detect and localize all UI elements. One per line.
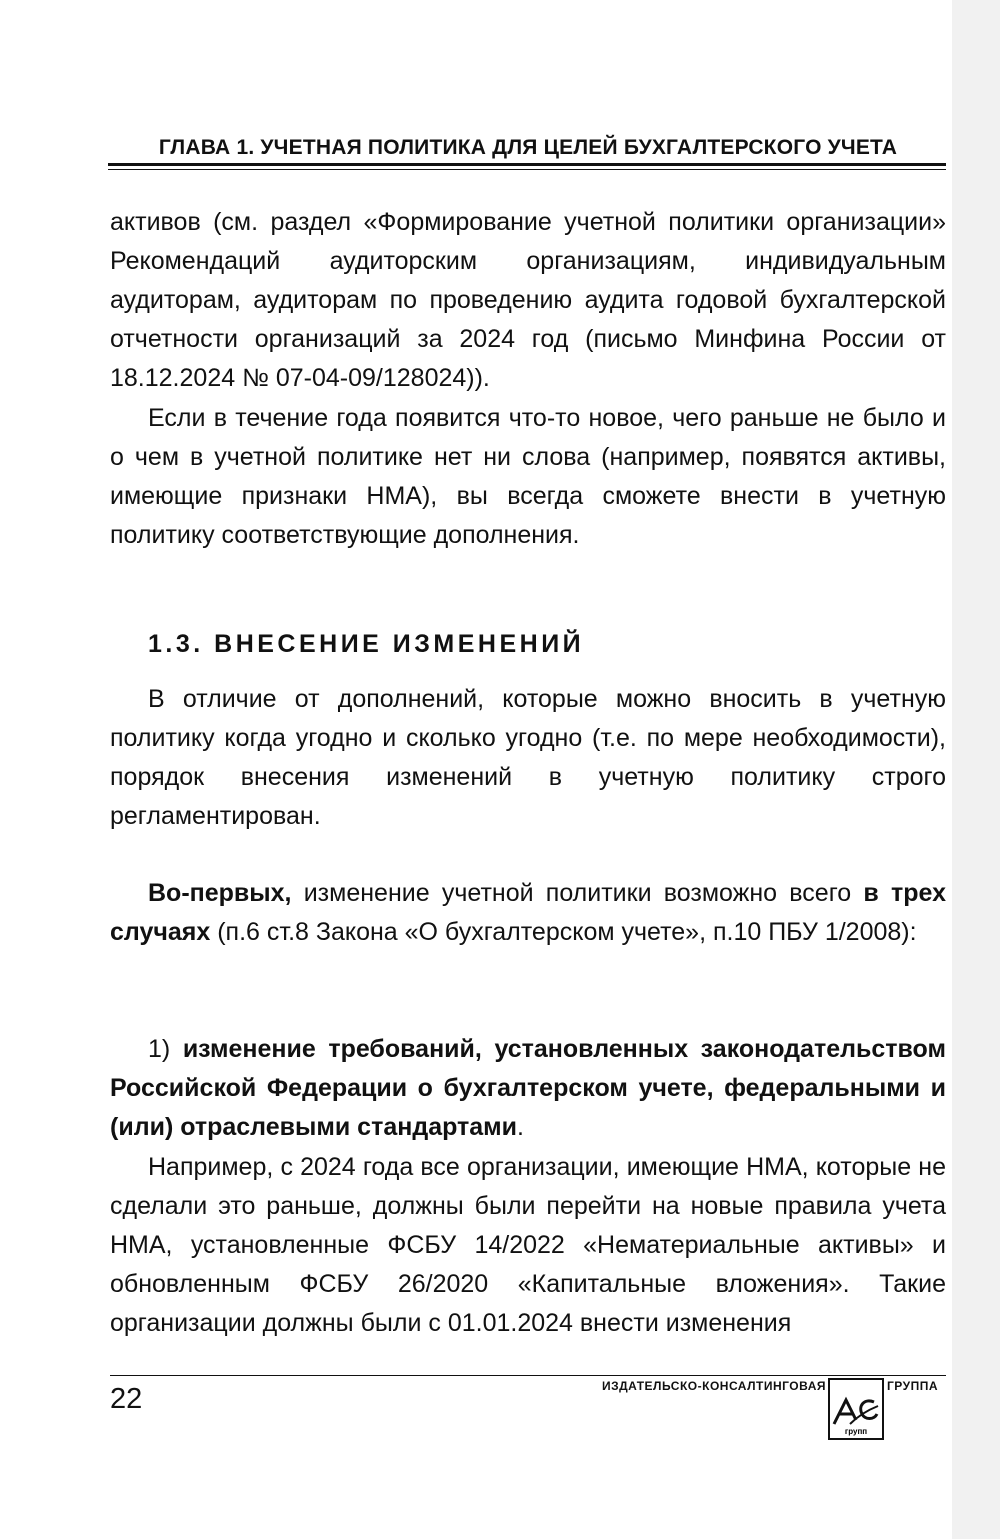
footer-rule [110, 1375, 946, 1376]
paragraph-three-cases-block [110, 874, 946, 952]
three-cases-text-2: (п.6 ст.8 Закона «О бухгалтерском учете», п.10 ПБУ 1/2008): [210, 918, 917, 946]
case-one-block [110, 1030, 946, 1343]
case-one-period: . [517, 1113, 524, 1141]
case-one-text: изменение требований, установленных законодательством Российской Федерации о бухгалтерском учете, федеральными и (или) отраслевыми стандартами [110, 1035, 946, 1141]
logo-caption: групп [844, 1427, 868, 1436]
publisher-group: ГРУППА [887, 1379, 939, 1393]
paragraph-differences-block [110, 680, 946, 836]
firstly-label: Во-первых, [148, 879, 292, 907]
body-block-top [110, 203, 946, 555]
page-number: 22 [110, 1383, 143, 1415]
header-rule-thin [108, 169, 946, 170]
paragraph-additions: Если в течение года появится что-то новое, чего раньше не было и о чем в учетной политике нет ни слова (например, появятся активы, имеющие признаки НМА), вы всегда сможете внести в учетную политику соответствующие дополнения. [110, 404, 946, 549]
case-one-item [110, 1030, 946, 1147]
paragraph-three-cases [110, 874, 946, 952]
publisher-name: ИЗДАТЕЛЬСКО-КОНСАЛТИНГОВАЯ [601, 1379, 826, 1393]
paragraph-differences: В отличие от дополнений, которые можно вносить в учетную политику когда угодно и сколько угодно (т.е. по мере необходимости), порядок внесения изменений в учетную политику строго регламентирован. [110, 685, 946, 830]
three-cases-text-1: изменение учетной политики возможно всего [291, 879, 864, 907]
section-heading: 1.3. ВНЕСЕНИЕ ИЗМЕНЕНИЙ [148, 630, 585, 658]
running-header: ГЛАВА 1. УЧЕТНАЯ ПОЛИТИКА ДЛЯ ЦЕЛЕЙ БУХГАЛТЕРСКОГО УЧЕТА [158, 136, 898, 159]
publisher-logo-icon [828, 1378, 884, 1440]
header-rule-thick [108, 163, 946, 166]
paragraph-example: Например, с 2024 года все организации, имеющие НМА, которые не сделали это раньше, должны были перейти на новые правила учета НМА, установленные ФСБУ 14/2022 «Нематериальные активы» и обновленным ФСБУ 26/2020 «Капитальные вложения». Такие организации должны были с 01.01.2024 внести изменения [110, 1153, 946, 1337]
paragraph-continuation: активов (см. раздел «Формирование учетной политики организации» Рекомендаций аудиторским организациям, индивидуальным аудиторам, аудиторам по проведению аудита годовой бухгалтерской отчетности организаций за 2024 год (письмо Минфина России от 18.12.2024 № 07-04-09/128024)). [110, 208, 946, 392]
three-cases-label: в трех случаях [110, 879, 946, 946]
case-one-number: 1) [148, 1035, 183, 1063]
scan-margin [952, 0, 1000, 1539]
